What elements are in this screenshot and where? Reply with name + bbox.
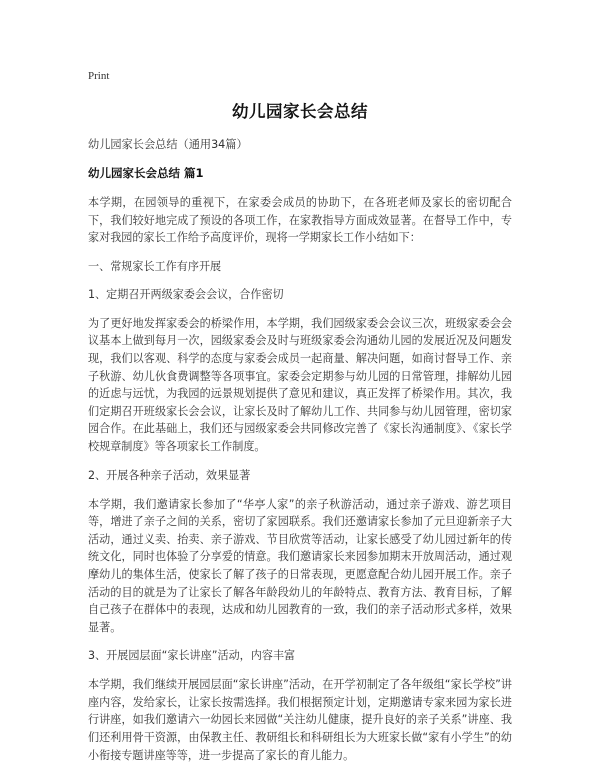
section-title: 幼儿园家长会总结 篇1 bbox=[88, 166, 204, 180]
page-title: 幼儿园家长会总结 bbox=[232, 102, 368, 121]
paragraph-parent-lectures: 本学期，我们继续开展园层面“家长讲座”活动，在开学初制定了各年级组“家长学校”讲座内容，发给家长，让家长按需选择。我们根据预定计划，定期邀请专家来园为家长进行讲座，如我们邀请六一幼园长来园做“关注幼儿健康，提升良好的亲子关系”讲座、我们还利用骨干资源，由保教主任、教研组长和科研组长为大班家长做“家有小学生”的幼小衔接专题讲座等等，进一步提高了家长的育儿能力。 bbox=[88, 678, 512, 762]
heading-parent-child-activities: 2、开展各种亲子活动，效果显著 bbox=[88, 468, 251, 482]
paragraph-committee-meetings: 为了更好地发挥家委会的桥梁作用，本学期，我们园级家委会会议三次，班级家委会会议基本上做到每月一次，园级家委会及时与班级家委会沟通幼儿园的发展近况及问题发现，我们以客观、科学的态度与家委会成员一起商量、解决问题，如商讨督导工作、亲子秋游、幼儿伙食费调整等各项事宜。家委会定期参与幼儿园的日常管理，排解幼儿园的近虑与远忧，为我园的远景规划提供了意见和建议，真正发挥了桥梁作用。其次，我们定期召开班级家长会会议，让家长及时了解幼儿工作、共同参与幼儿园管理，密切家园合作。在此基础上，我们还与园级家委会共同修改完善了《家长沟通制度》、《家长学校规章制度》等各项家长工作制度。 bbox=[88, 316, 512, 453]
heading-parent-lectures: 3、开展园层面“家长讲座”活动，内容丰富 bbox=[88, 649, 296, 663]
heading-committee-meetings: 1、定期召开两级家委会会议，合作密切 bbox=[88, 287, 284, 301]
print-label[interactable]: Print bbox=[88, 70, 110, 82]
document-subtitle: 幼儿园家长会总结（通用34篇） bbox=[88, 138, 248, 151]
intro-paragraph: 本学期，在园领导的重视下，在家委会成员的协助下，在各班老师及家长的密切配合下，我们较好地完成了预设的各项工作，在家教指导方面成效显著。在督导工作中，专家对我园的家长工作给予高度评价，现将一学期家长工作小结如下： bbox=[88, 196, 512, 245]
heading-routine-work: 一、常规家长工作有序开展 bbox=[88, 259, 222, 273]
paragraph-parent-child-activities: 本学期，我们邀请家长参加了“华亭人家”的亲子秋游活动，通过亲子游戏、游艺项目等，增进了亲子之间的关系，密切了家园联系。我们还邀请家长参加了元旦迎新亲子大活动，通过义卖、抬卖、亲子游戏、节目欣赏等活动，让家长感受了幼儿园过新年的传统文化，同时也体验了分享爱的情意。我们邀请家长来园参加期末开放周活动，通过观摩幼儿的集体生活，使家长了解了孩子的日常表现，更愿意配合幼儿园开展工作。亲子活动的目的就是为了让家长了解各年龄段幼儿的年龄特点、教育方法、教育目标，了解自己孩子在群体中的表现，达成和幼儿园教育的一致，我们的亲子活动形式多样，效果显著。 bbox=[88, 497, 512, 634]
